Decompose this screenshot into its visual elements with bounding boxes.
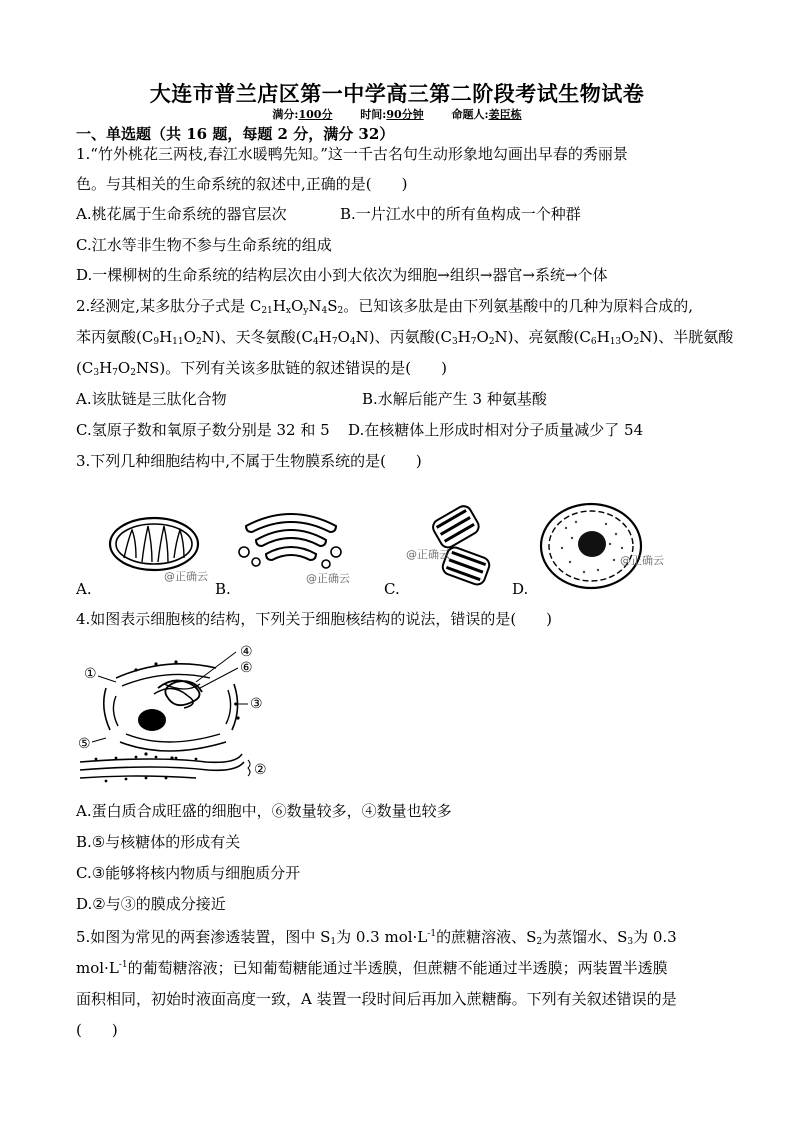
q4-option-b: B.⑤与核糖体的形成有关 [76, 833, 241, 851]
svg-text:@正确云: @正确云 [620, 554, 664, 567]
score-info: 满分:100分 [272, 108, 333, 121]
q3-option-d: D. [512, 580, 529, 598]
q3-option-c: C. [384, 580, 400, 598]
q3-option-a: A. [76, 580, 92, 598]
q5-stem-line1: 5.如图为常见的两套渗透装置，图中 $S_1$为 0.3 $mol\cdot L^{-1}$的蔗糖溶液、$S_2$为蒸馏水、$S_3$为 0.3 [76, 928, 677, 947]
q1-option-b: B.一片江水中的所有鱼构成一个种群 [340, 205, 581, 223]
q2-stem-line2: 苯丙氨酸$(C_9H_{11}O_2N)$、天冬氨酸$(C_4H_7O_4N)$、丙氨酸$(C_3H_7O_2N)$、亮氨酸$(C_6H_{13}O_2N)$、半胱氨酸 [76, 328, 734, 347]
q4-option-c: C.③能够将核内物质与细胞质分开 [76, 864, 301, 882]
q5-stem-line2: $mol\cdot L^{-1}$的葡萄糖溶液；已知葡萄糖能通过半透膜，但蔗糖不能通过半透膜；两装置半透膜 [76, 959, 668, 977]
nucleus-figure [536, 498, 664, 593]
exam-meta [0, 106, 794, 122]
exam-title: 大连市普兰店区第一中学高三第二阶段考试生物试卷 [149, 81, 645, 106]
q1-stem-line1: 1.“竹外桃花三两枝,春江水暖鸭先知。”这一千古名句生动形象地勾画出早春的秀丽景 [76, 145, 628, 163]
time-info: 时间:90分钟 [360, 108, 424, 121]
svg-text:@正确云: @正确云 [306, 572, 350, 585]
author-info: 命题人:姜臣栋 [451, 108, 522, 121]
q1-option-a: A.桃花属于生命系统的器官层次 [76, 205, 287, 223]
svg-text:@正确云: @正确云 [164, 570, 208, 583]
q5-stem-line4: ( ) [76, 1021, 118, 1039]
section-heading: 一、单选题（共 16 题，每题 2 分，满分 32） [76, 125, 395, 143]
mitochondrion-figure [106, 508, 206, 588]
q2-option-d: D.在核糖体上形成时相对分子质量减少了 54 [348, 421, 644, 439]
label-3: ③ [250, 696, 263, 712]
q3-option-b: B. [215, 580, 231, 598]
label-1: ① [84, 666, 97, 682]
q1-option-c: C.江水等非生物不参与生命系统的组成 [76, 236, 332, 254]
q2-stem-line3: $(C_3H_7O_2NS)$。下列有关该多肽链的叙述错误的是( ) [76, 359, 447, 378]
golgi-figure [236, 504, 350, 589]
q2-option-a: A.该肽链是三肽化合物 [76, 390, 227, 408]
label-6: ⑥ [240, 660, 253, 676]
svg-text:@正确云: @正确云 [406, 548, 450, 561]
q1-option-d: D.一棵柳树的生命系统的结构层次由小到大依次为细胞→组织→器官→系统→个体 [76, 266, 608, 284]
q2-stem-line1: 2.经测定,某多肽分子式是 $C_{21}H_xO_yN_4S_2$。已知该多肽是由下列氨基酸中的几种为原料合成的, [76, 297, 694, 316]
q3-figures [76, 498, 726, 598]
q4-stem: 4.如图表示细胞核的结构，下列关于细胞核结构的说法，错误的是( ) [76, 610, 553, 628]
q2-option-b: B.水解后能产生 3 种氨基酸 [362, 390, 547, 408]
q1-stem-line2: 色。与其相关的生命系统的叙述中,正确的是( ) [76, 175, 408, 193]
nucleus-structure-diagram [76, 638, 276, 788]
q3-stem: 3.下列几种细胞结构中,不属于生物膜系统的是( ) [76, 452, 422, 470]
label-2: ② [254, 762, 267, 778]
q2-option-c: C.氢原子数和氧原子数分别是 32 和 5 [76, 421, 330, 439]
q4-option-a: A.蛋白质合成旺盛的细胞中，⑥数量较多，④数量也较多 [76, 802, 452, 820]
centriole-figure [396, 504, 506, 589]
q4-option-d: D.②与③的膜成分接近 [76, 895, 226, 913]
label-5: ⑤ [78, 736, 91, 752]
q5-stem-line3: 面积相同，初始时液面高度一致，A 装置一段时间后再加入蔗糖酶。下列有关叙述错误的是 [76, 990, 677, 1008]
label-4: ④ [240, 644, 253, 660]
